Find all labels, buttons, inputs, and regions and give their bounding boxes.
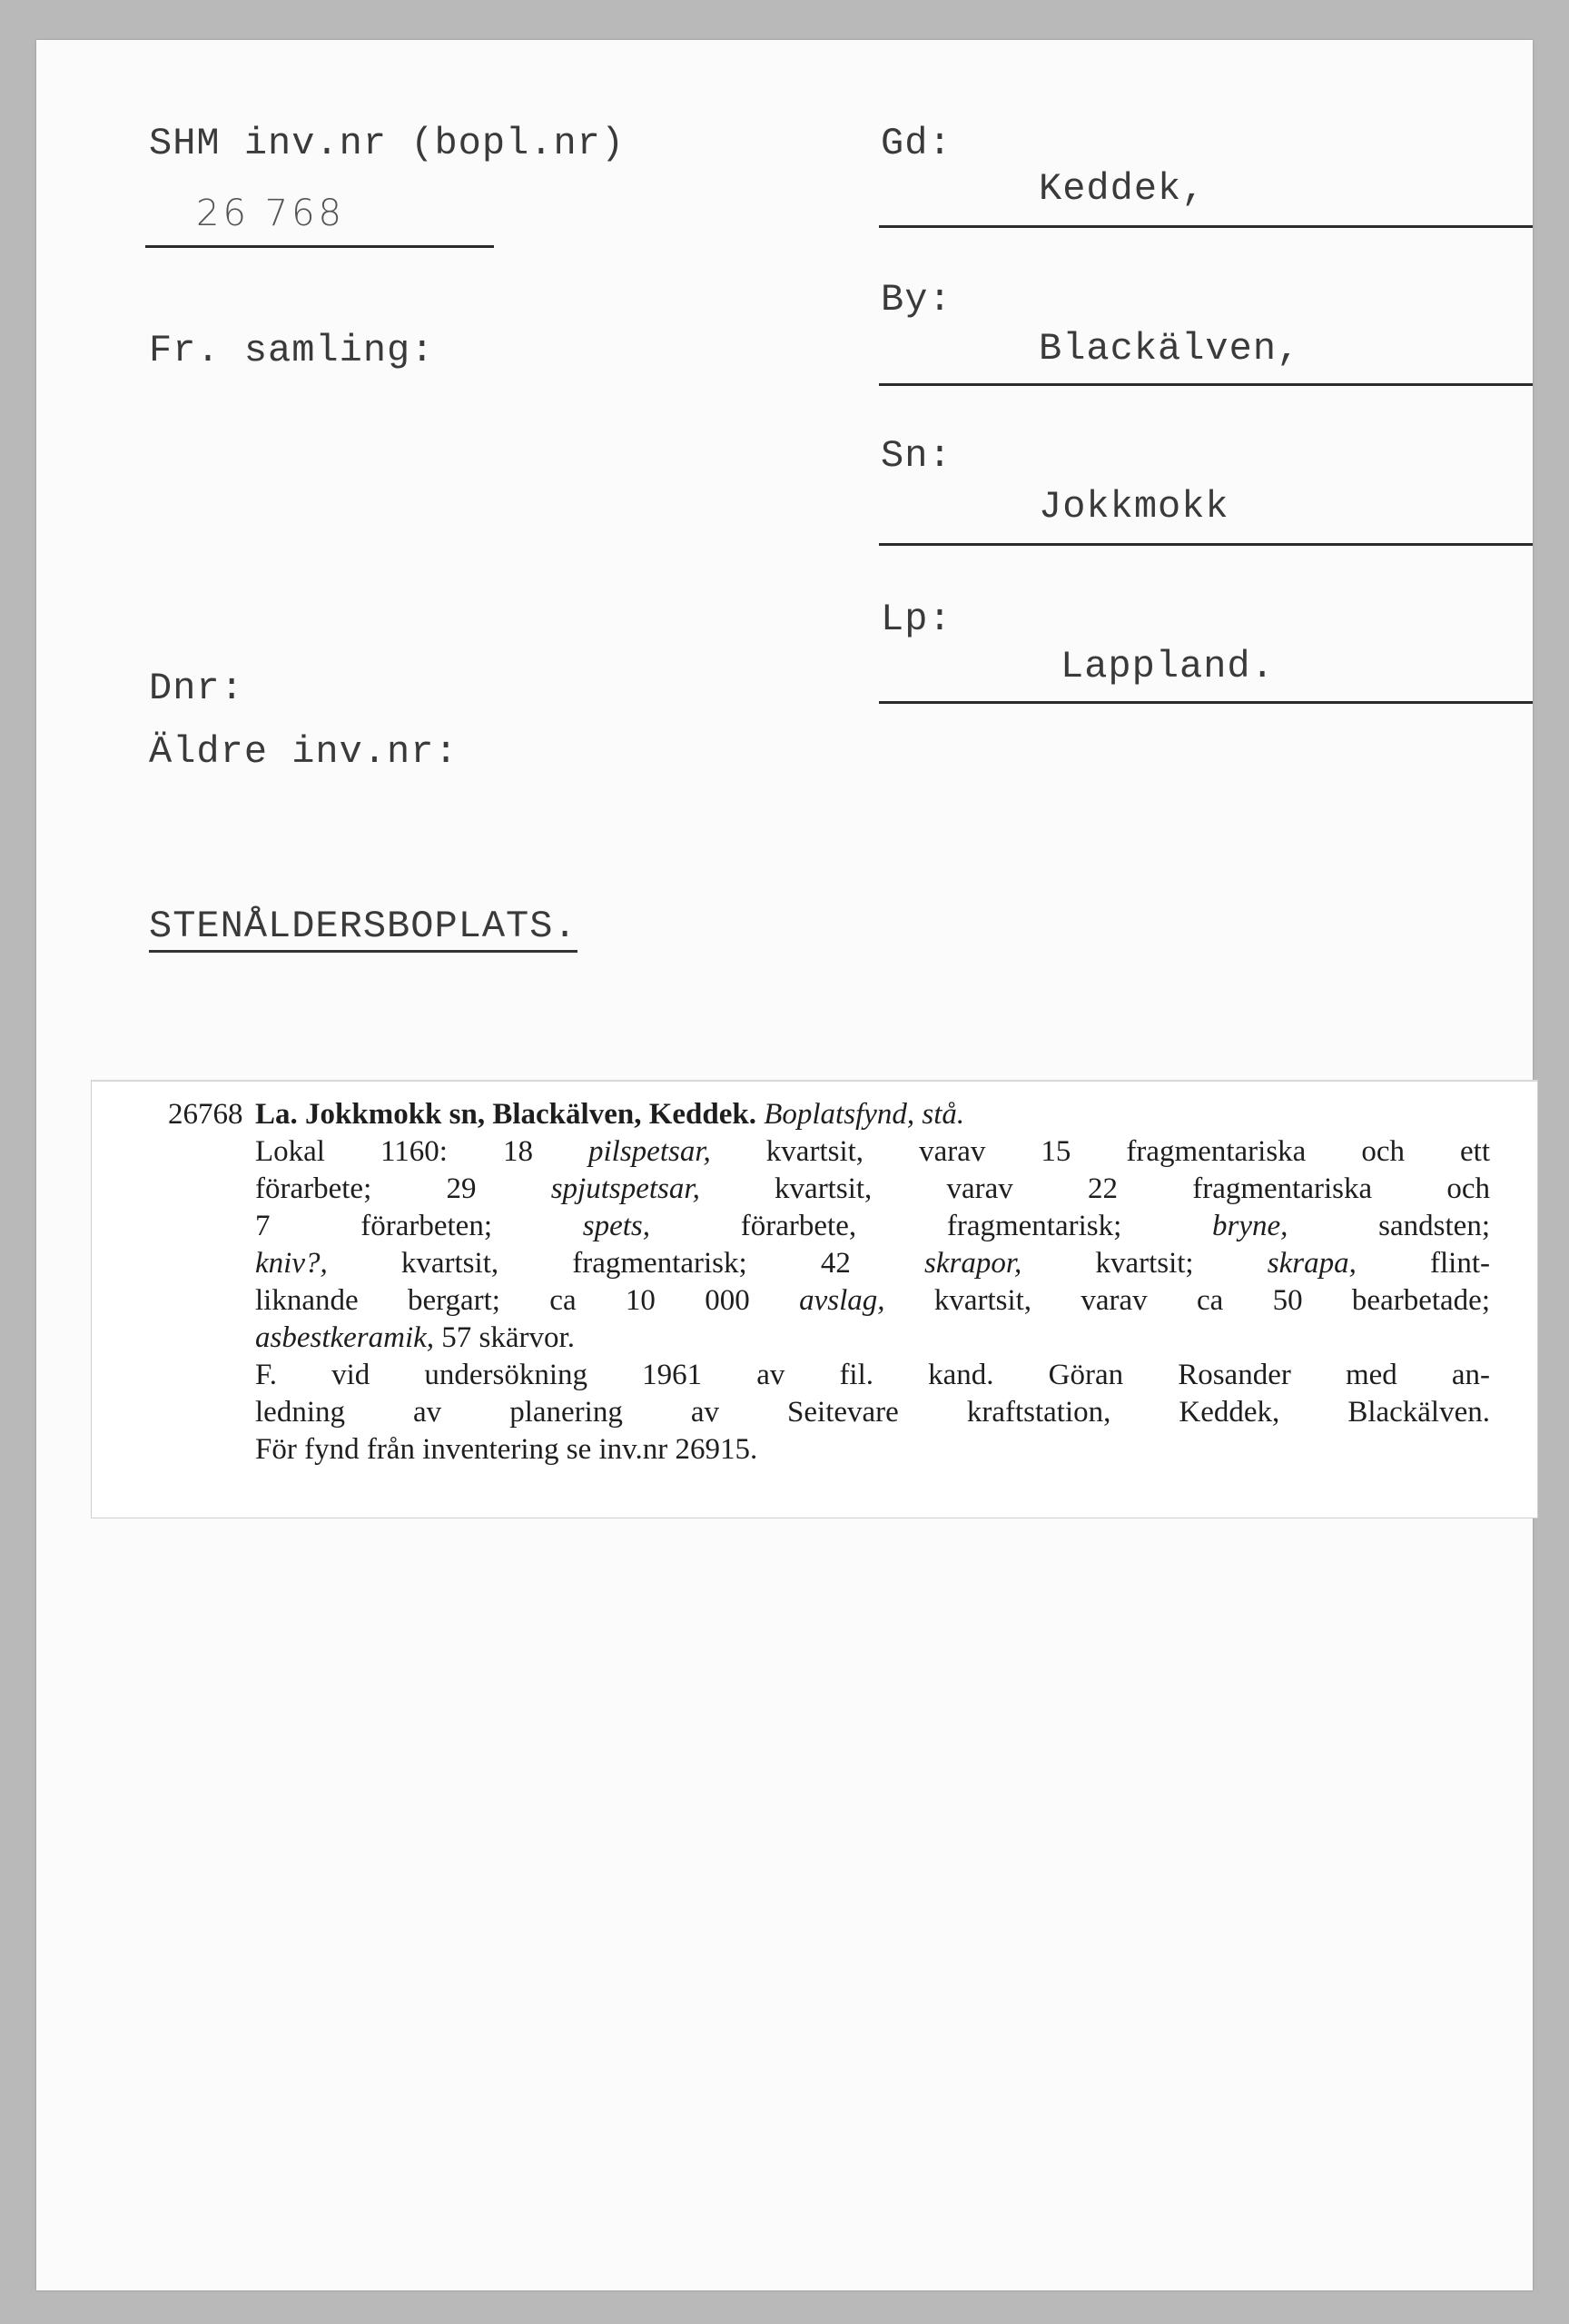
- entry-heading-bold: La. Jokkmokk sn, Blackälven, Keddek.: [255, 1098, 756, 1131]
- entry-line-2: [255, 1171, 1490, 1208]
- inv-value: 26 768: [196, 193, 345, 234]
- text-run: flint-: [1356, 1247, 1490, 1280]
- entry-heading: [255, 1096, 1490, 1133]
- text-run: kvartsit, varav 15 fragmentariska och ett: [710, 1135, 1490, 1168]
- by-rule: [879, 383, 1533, 386]
- sn-label: Sn:: [881, 434, 952, 478]
- text-run: förarbete; 29: [255, 1172, 551, 1205]
- text-run: förarbete, fragmentarisk;: [650, 1210, 1213, 1242]
- entry-line-9: För fynd från inventering se inv.nr 26915.: [255, 1433, 758, 1466]
- text-run: bryne,: [1212, 1210, 1288, 1242]
- sn-value: Jokkmokk: [1039, 485, 1229, 529]
- text-run: spjutspetsar,: [550, 1172, 700, 1205]
- lp-rule: [879, 701, 1533, 704]
- text-run: 7 förarbeten;: [255, 1210, 583, 1242]
- by-value: Blackälven,: [1039, 327, 1301, 371]
- text-run: pilspetsar,: [588, 1135, 711, 1168]
- sn-rule: [879, 543, 1533, 546]
- entry-line-3: [255, 1208, 1490, 1245]
- catalog-card: [36, 40, 1533, 2290]
- fr-samling-label: Fr. samling:: [149, 329, 435, 372]
- text-run: kvartsit, fragmentarisk; 42: [327, 1247, 925, 1280]
- text-run: skrapor,: [924, 1247, 1022, 1280]
- aldre-inv-label: Äldre inv.nr:: [149, 730, 459, 774]
- text-run: kvartsit, varav 22 fragmentariska och: [699, 1172, 1491, 1205]
- text-run: kvartsit, varav ca 50 bearbetade;: [884, 1284, 1490, 1317]
- entry-line-4: [255, 1245, 1490, 1282]
- text-run: kniv?,: [255, 1247, 328, 1280]
- text-run: asbestkeramik,: [255, 1321, 435, 1354]
- dnr-label: Dnr:: [149, 667, 244, 710]
- inv-rule: [145, 245, 494, 248]
- by-label: By:: [881, 278, 952, 321]
- entry-line-1: [255, 1133, 1490, 1171]
- entry-heading-italic: Boplatsfynd, stå.: [764, 1098, 965, 1131]
- gd-label: Gd:: [881, 122, 952, 165]
- text-run: liknande bergart; ca 10 000: [255, 1284, 800, 1317]
- category-heading: STENÅLDERSBOPLATS.: [149, 905, 577, 953]
- catalogue-entry: [168, 1096, 1491, 1469]
- pasted-catalogue-slip: [91, 1080, 1538, 1518]
- entry-line-7: F. vid undersökning 1961 av fil. kand. Göran Rosander med an-: [255, 1359, 1490, 1391]
- text-run: Lokal 1160: 18: [255, 1135, 588, 1168]
- lp-label: Lp:: [881, 598, 952, 641]
- inv-label: SHM inv.nr (bopl.nr): [149, 122, 626, 165]
- text-run: kvartsit;: [1021, 1247, 1268, 1280]
- entry-line-8: ledning av planering av Seitevare kraftstation, Keddek, Blackälven.: [255, 1396, 1490, 1429]
- entry-line-6: [255, 1320, 1490, 1357]
- text-run: spets,: [582, 1210, 651, 1242]
- text-run: 57 skärvor.: [434, 1321, 575, 1354]
- gd-rule: [879, 225, 1533, 228]
- lp-value: Lappland.: [1061, 645, 1275, 688]
- text-run: sandsten;: [1288, 1210, 1490, 1242]
- entry-line-5: [255, 1282, 1490, 1320]
- gd-value: Keddek,: [1039, 167, 1206, 211]
- entry-number: 26768: [168, 1098, 243, 1131]
- text-run: avslag,: [799, 1284, 885, 1317]
- text-run: skrapa,: [1267, 1247, 1357, 1280]
